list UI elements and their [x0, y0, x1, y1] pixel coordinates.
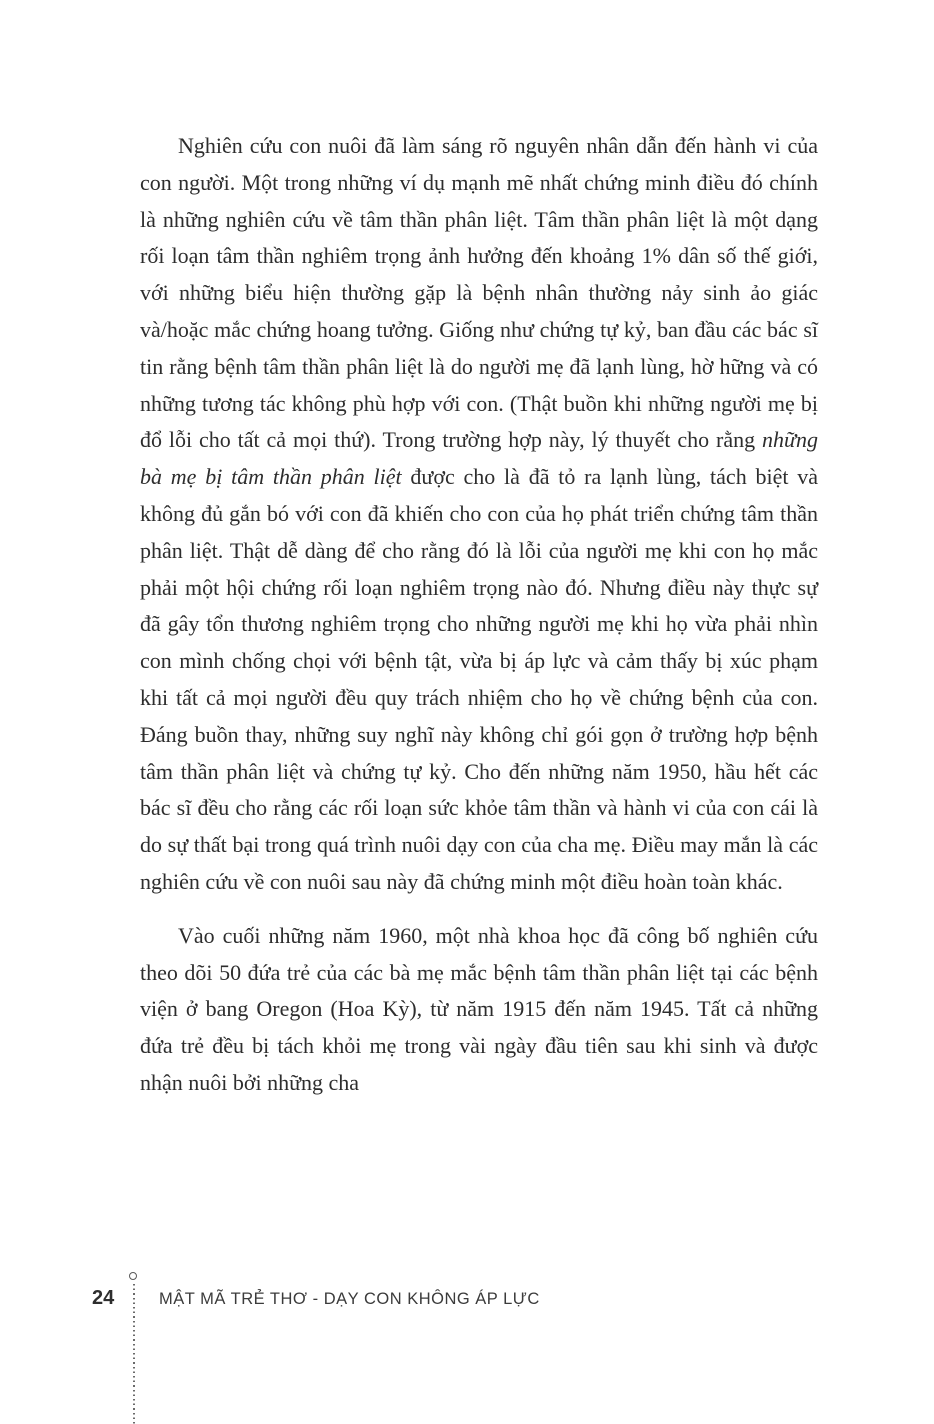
paragraph-1-text-end: được cho là đã tỏ ra lạnh lùng, tách biệt và không đủ gắn bó với con đã khiến cho con của họ phát triển chứng tâm thần phân liệt. Thật dễ dàng để cho rằng đó là lỗi của người mẹ khi con họ mắc phải một hội chứng rối loạn nghiêm trọng nào đó. Nhưng điều này thực sự đã gây tổn thương nghiêm trọng cho những người mẹ khi họ vừa phải nhìn con mình chống chọi với bệnh tật, vừa bị áp lực và cảm thấy bị xúc phạm khi tất cả mọi người đều quy trách nhiệm cho họ về chứng bệnh của con. Đáng buồn thay, những suy nghĩ này không chỉ gói gọn ở trường hợp bệnh tâm thần phân liệt và chứng tự kỷ. Cho đến những năm 1950, hầu hết các bác sĩ đều cho rằng các rối loạn sức khỏe tâm thần và hành vi của con cái là do sự thất bại trong quá trình nuôi dạy con của cha mẹ. Điều may mắn là các nghiên cứu về con nuôi sau này đã chứng minh một điều hoàn toàn khác.	[140, 464, 818, 894]
running-book-title: MẬT MÃ TRẺ THƠ - DẠY CON KHÔNG ÁP LỰC	[159, 1290, 540, 1308]
paragraph-1-text-start: Nghiên cứu con nuôi đã làm sáng rõ nguyên nhân dẫn đến hành vi của con người. Một trong những ví dụ mạnh mẽ nhất chứng minh điều đó chính là những nghiên cứu về tâm thần phân liệt. Tâm thần phân liệt là một dạng rối loạn tâm thần nghiêm trọng ảnh hưởng đến khoảng 1% dân số thế giới, với những biểu hiện thường gặp là bệnh nhân thường nảy sinh ảo giác và/hoặc mắc chứng hoang tưởng. Giống như chứng tự kỷ, ban đầu các bác sĩ tin rằng bệnh tâm thần phân liệt là do người mẹ đã lạnh lùng, hờ hững và có những tương tác không phù hợp với con. (Thật buồn khi những người mẹ bị đổ lỗi cho tất cả mọi thứ). Trong trường hợp này, lý thuyết cho rằng	[140, 133, 818, 453]
footer-ring-ornament-icon	[129, 1272, 137, 1280]
paragraph-1	[140, 128, 818, 901]
paragraph-1-italic-phrase: những bà mẹ bị tâm thần phân liệt	[140, 427, 819, 490]
body-text-block	[140, 128, 818, 1102]
page-number: 24	[92, 1287, 115, 1309]
footer-dotted-divider	[133, 1284, 135, 1424]
paragraph-2: Vào cuối những năm 1960, một nhà khoa học đã công bố nghiên cứu theo dõi 50 đứa trẻ của các bà mẹ mắc bệnh tâm thần phân liệt tại các bệnh viện ở bang Oregon (Hoa Kỳ), từ năm 1915 đến năm 1945. Tất cả những đứa trẻ đều bị tách khỏi mẹ trong vài ngày đầu tiên sau khi sinh và được nhận nuôi bởi những cha	[140, 922, 818, 1095]
